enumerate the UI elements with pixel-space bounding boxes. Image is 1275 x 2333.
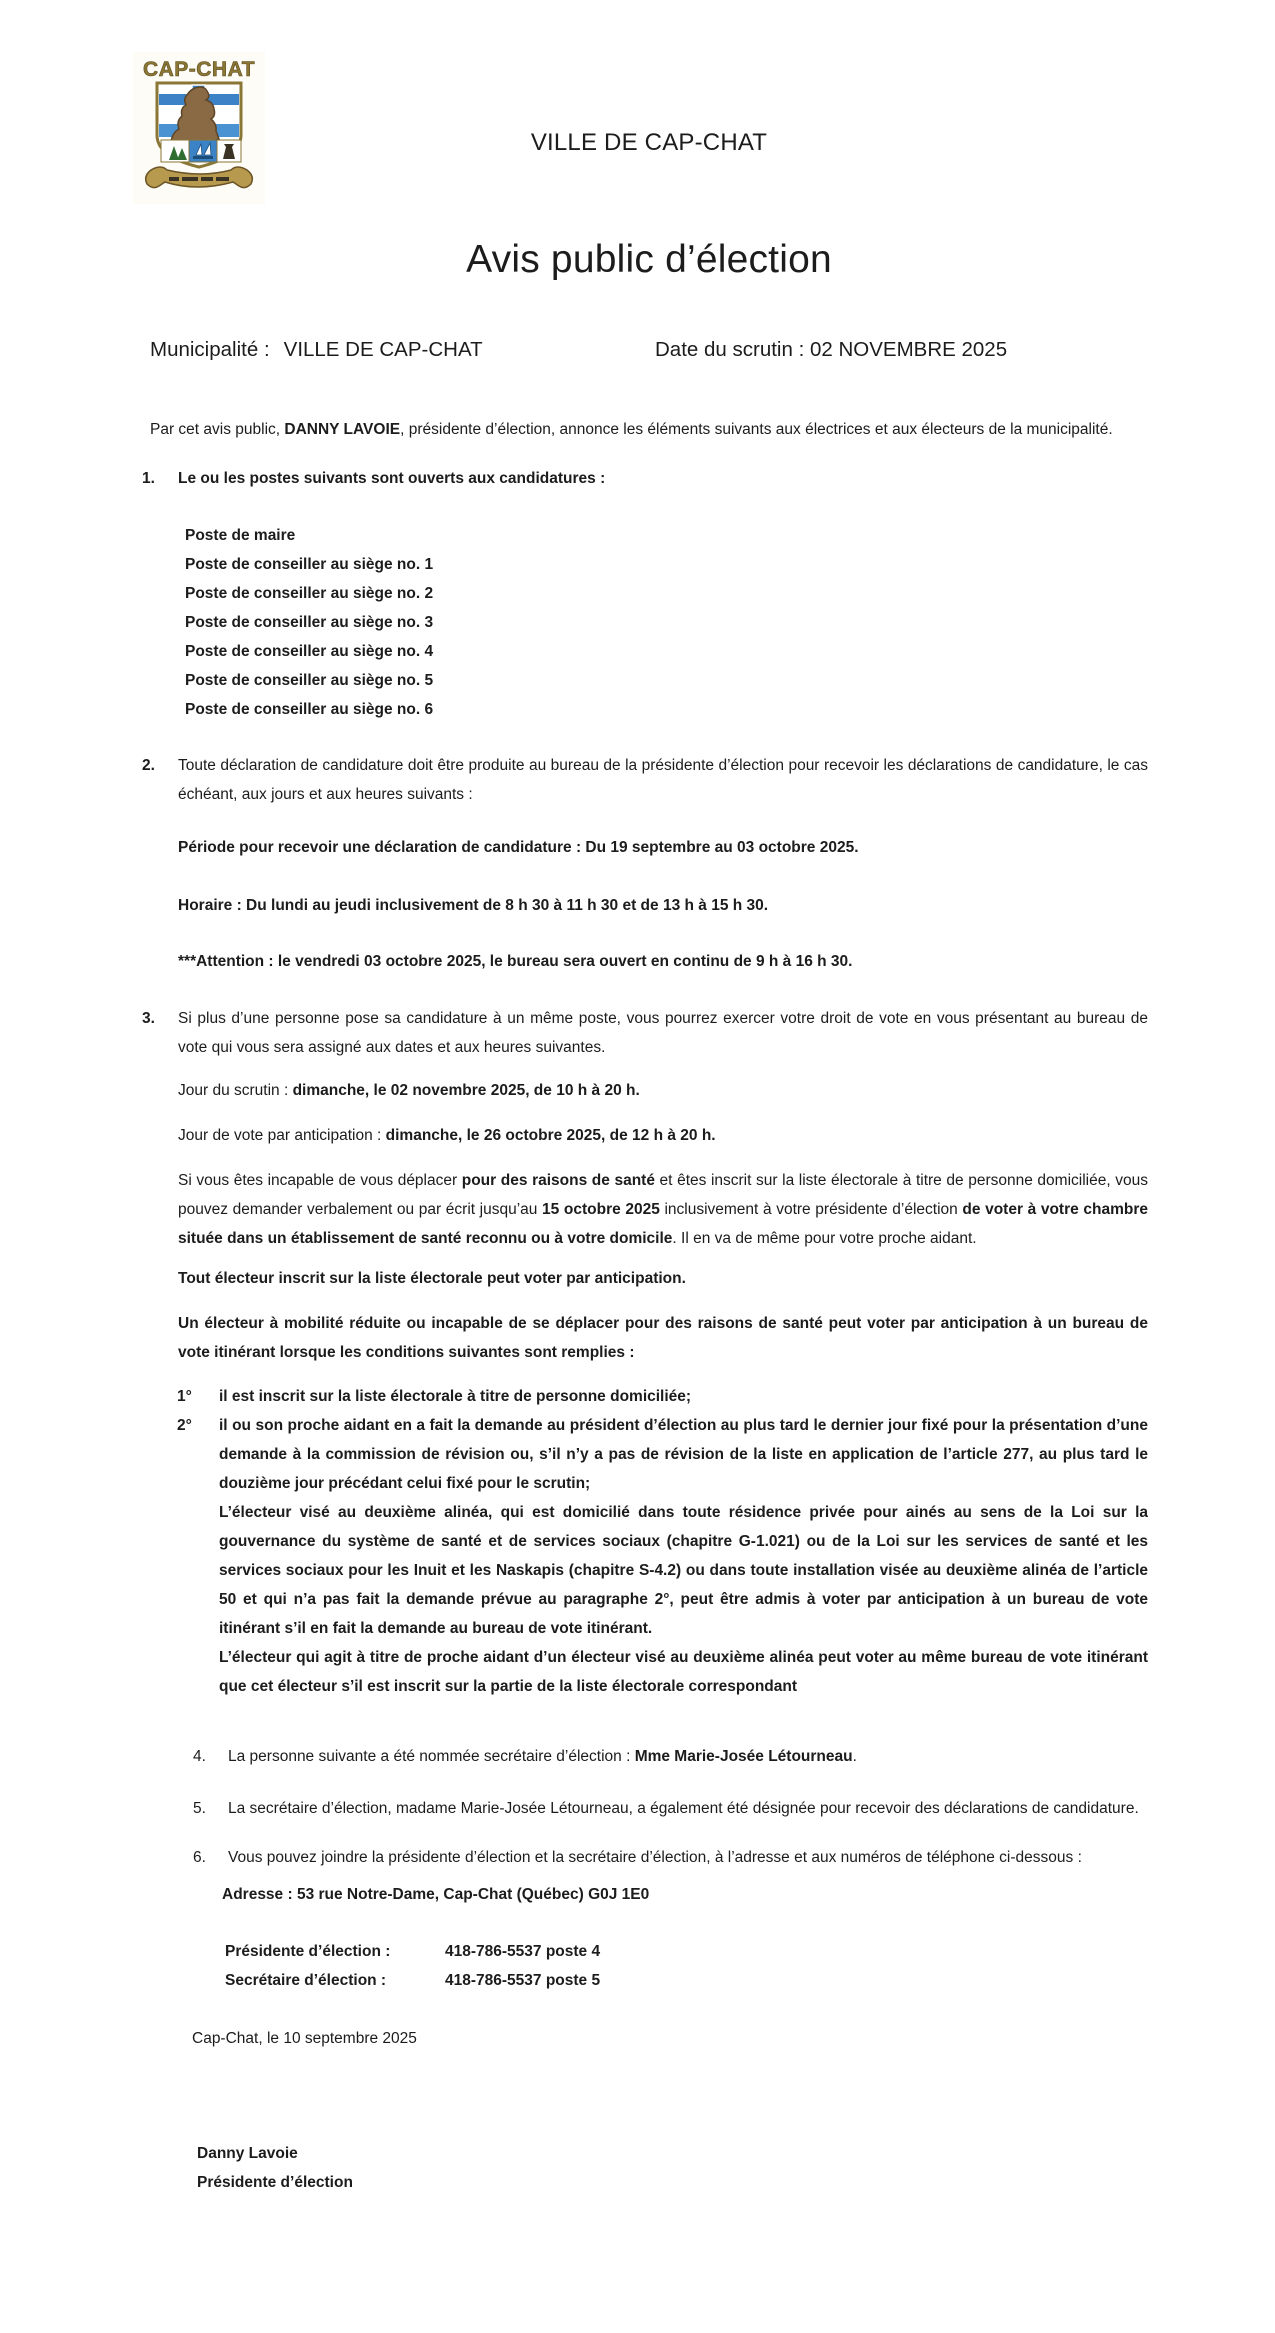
place-date-line: Cap-Chat, le 10 septembre 2025 [192, 2030, 417, 2047]
conditions-list [150, 1382, 1148, 1707]
health-text: inclusivement à votre présidente d’élection [659, 1201, 963, 1218]
condition-2 [177, 1411, 1148, 1701]
condition-2-para3-clipped: L’électeur qui agit à titre de proche aidant d’un électeur visé au deuxième alinéa peut voter au même bureau de vote itinérant que cet électeur s’il est inscrit sur la partie de la liste électorale correspondant [219, 1649, 1148, 1695]
health-bold-chambre: de voter à votre chambre située dans un établissement de santé reconnu ou à votre domicile [178, 1201, 1148, 1247]
section-6-number: 6. [193, 1849, 206, 1866]
condition-1-marker: 1° [177, 1388, 192, 1405]
tout-electeur-line: Tout électeur inscrit sur la liste électorale peut voter par anticipation. [178, 1270, 686, 1287]
signature-title: Présidente d’élection [197, 2174, 353, 2191]
intro-paragraph [150, 415, 1148, 444]
meta-row [150, 335, 1148, 365]
health-text: et êtes inscrit sur la liste électorale à titre de personne domiciliée, vous pouvez demander verbalement ou par écrit jusqu’au [178, 1172, 1148, 1218]
municipality-value: VILLE DE CAP-CHAT [283, 338, 483, 361]
scrutin-date-value: 02 NOVEMBRE 2025 [809, 338, 1008, 361]
section-4 [193, 1742, 1148, 1771]
mobility-paragraph: Un électeur à mobilité réduite ou incapable de se déplacer pour des raisons de santé peut voter par anticipation à un bureau de vote itinérant lorsque les conditions suivantes sont remplies : [178, 1315, 1148, 1361]
president-name: DANNY LAVOIE [284, 421, 401, 438]
section-4-number: 4. [193, 1748, 206, 1765]
section-3-body: Si plus d’une personne pose sa candidature à un même poste, vous pourrez exercer votre droit de vote en vous présentant au bureau de vote qui vous sera assigné aux dates et aux heures suivantes. [178, 1010, 1148, 1056]
contact-row-secretaire [225, 1966, 1148, 1995]
poste-item: Poste de conseiller au siège no. 2 [185, 585, 434, 602]
municipality-label: Municipalité : [150, 338, 270, 361]
condition-2-text [219, 1411, 1148, 1701]
scrutin-date-label: Date du scrutin : [655, 338, 805, 361]
section-2 [142, 751, 1148, 809]
secretary-name: Mme Marie-Josée Létourneau [634, 1748, 853, 1765]
poste-item: Poste de conseiller au siège no. 4 [185, 643, 434, 660]
attention-line: ***Attention : le vendredi 03 octobre 2025, le bureau sera ouvert en continu de 9 h à 16 h 30. [178, 953, 853, 970]
contact-phone: 418-786-5537 poste 4 [445, 1943, 601, 1960]
adresse-line: Adresse : 53 rue Notre-Dame, Cap-Chat (Québec) G0J 1E0 [222, 1886, 650, 1903]
poste-item: Poste de conseiller au siège no. 5 [185, 672, 434, 689]
poste-item: Poste de maire [185, 527, 296, 544]
condition-1 [177, 1382, 1148, 1411]
intro-text: Par cet avis public, [150, 421, 285, 438]
section-3-number: 3. [142, 1010, 155, 1027]
cap-chat-coat-of-arms-logo [133, 52, 265, 204]
contact-label: Secrétaire d’élection : [225, 1972, 387, 1989]
contact-label: Présidente d’élection : [225, 1943, 391, 1960]
section-5-number: 5. [193, 1800, 206, 1817]
condition-1-text: il est inscrit sur la liste électorale à titre de personne domiciliée; [219, 1388, 692, 1405]
health-bold-date: 15 octobre 2025 [542, 1201, 660, 1218]
document-header [142, 0, 1148, 210]
intro-text-cont: , présidente d’élection, annonce les éléments suivants aux électrices et aux électeurs de la municipalité. [400, 421, 1113, 438]
signature-name: Danny Lavoie [197, 2145, 298, 2162]
jour-anticipation-line [178, 1121, 1148, 1150]
health-paragraph [178, 1166, 1148, 1253]
poste-item: Poste de conseiller au siège no. 6 [185, 701, 434, 718]
horaire-line: Horaire : Du lundi au jeudi inclusivement de 8 h 30 à 11 h 30 et de 13 h à 15 h 30. [178, 897, 769, 914]
section-2-body: Toute déclaration de candidature doit être produite au bureau de la présidente d’élection pour recevoir les déclarations de candidature, le cas échéant, aux jours et aux heures suivants : [178, 757, 1148, 803]
section-4-text-end: . [852, 1748, 857, 1765]
jour-anticipation-value: dimanche, le 26 octobre 2025, de 12 h à 20 h. [385, 1127, 716, 1144]
poste-item: Poste de conseiller au siège no. 1 [185, 556, 434, 573]
jour-scrutin-label: Jour du scrutin : [178, 1082, 293, 1099]
condition-2-para1: il ou son proche aidant en a fait la demande au président d’élection au plus tard le dernier jour fixé pour la présentation d’une demande à la commission de révision ou, s’il n’y a pas de révision de la liste en application de l’article 277, au plus tard le douzième jour précédant celui fixé pour le scrutin; [219, 1417, 1148, 1492]
page-title: Avis public d’élection [466, 238, 832, 281]
jour-anticipation-label: Jour de vote par anticipation : [178, 1127, 386, 1144]
section-1-title: Le ou les postes suivants sont ouverts aux candidatures : [178, 470, 606, 487]
poste-item: Poste de conseiller au siège no. 3 [185, 614, 434, 631]
section-6 [193, 1843, 1148, 1872]
logo-wordmark: CAP-CHAT [142, 58, 256, 81]
periode-line: Période pour recevoir une déclaration de candidature : Du 19 septembre au 03 octobre 2025. [178, 839, 859, 856]
scrutin-date [655, 335, 1007, 365]
health-text: Si vous êtes incapable de vous déplacer [178, 1172, 462, 1189]
section-6-body: Vous pouvez joindre la présidente d’élection et la secrétaire d’élection, à l’adresse et aux numéros de téléphone ci-dessous : [228, 1849, 1082, 1866]
section-4-text: La personne suivante a été nommée secrétaire d’élection : [228, 1748, 635, 1765]
section-4-body [228, 1742, 1148, 1771]
section-5-body: La secrétaire d’élection, madame Marie-Josée Létourneau, a également été désignée pour recevoir des déclarations de candidature. [228, 1800, 1139, 1817]
condition-2-marker: 2° [177, 1417, 192, 1434]
section-5 [193, 1794, 1148, 1823]
org-title: VILLE DE CAP-CHAT [530, 129, 768, 156]
contact-block [225, 1937, 1148, 1995]
section-1 [142, 464, 1148, 493]
section-1-number: 1. [142, 470, 155, 487]
postes-list [185, 521, 1148, 724]
jour-scrutin-value: dimanche, le 02 novembre 2025, de 10 h à 20 h. [292, 1082, 640, 1099]
health-bold-raisons: pour des raisons de santé [461, 1172, 655, 1189]
health-text: . Il en va de même pour votre proche aidant. [672, 1230, 977, 1247]
contact-phone: 418-786-5537 poste 5 [445, 1972, 601, 1989]
condition-2-para2: L’électeur visé au deuxième alinéa, qui est domicilié dans toute résidence privée pour ainés au sens de la Loi sur la gouvernance du système de santé et de services sociaux (chapitre G-1.021) ou de la Loi sur les services de santé et les services sociaux pour les Inuit et les Naskapis (chapitre S-4.2) ou dans toute installation visée au deuxième alinéa de l’article 50 et qui n’a pas fait la demande prévue au paragraphe 2°, peut être admis à voter par anticipation à un bureau de vote itinérant s’il en fait la demande au bureau de vote itinérant. [219, 1504, 1148, 1637]
section-2-number: 2. [142, 757, 155, 774]
section-3 [142, 1004, 1148, 1062]
logo-boat-hull [193, 156, 213, 159]
jour-scrutin-line [178, 1076, 1148, 1105]
contact-row-presidente [225, 1937, 1148, 1966]
